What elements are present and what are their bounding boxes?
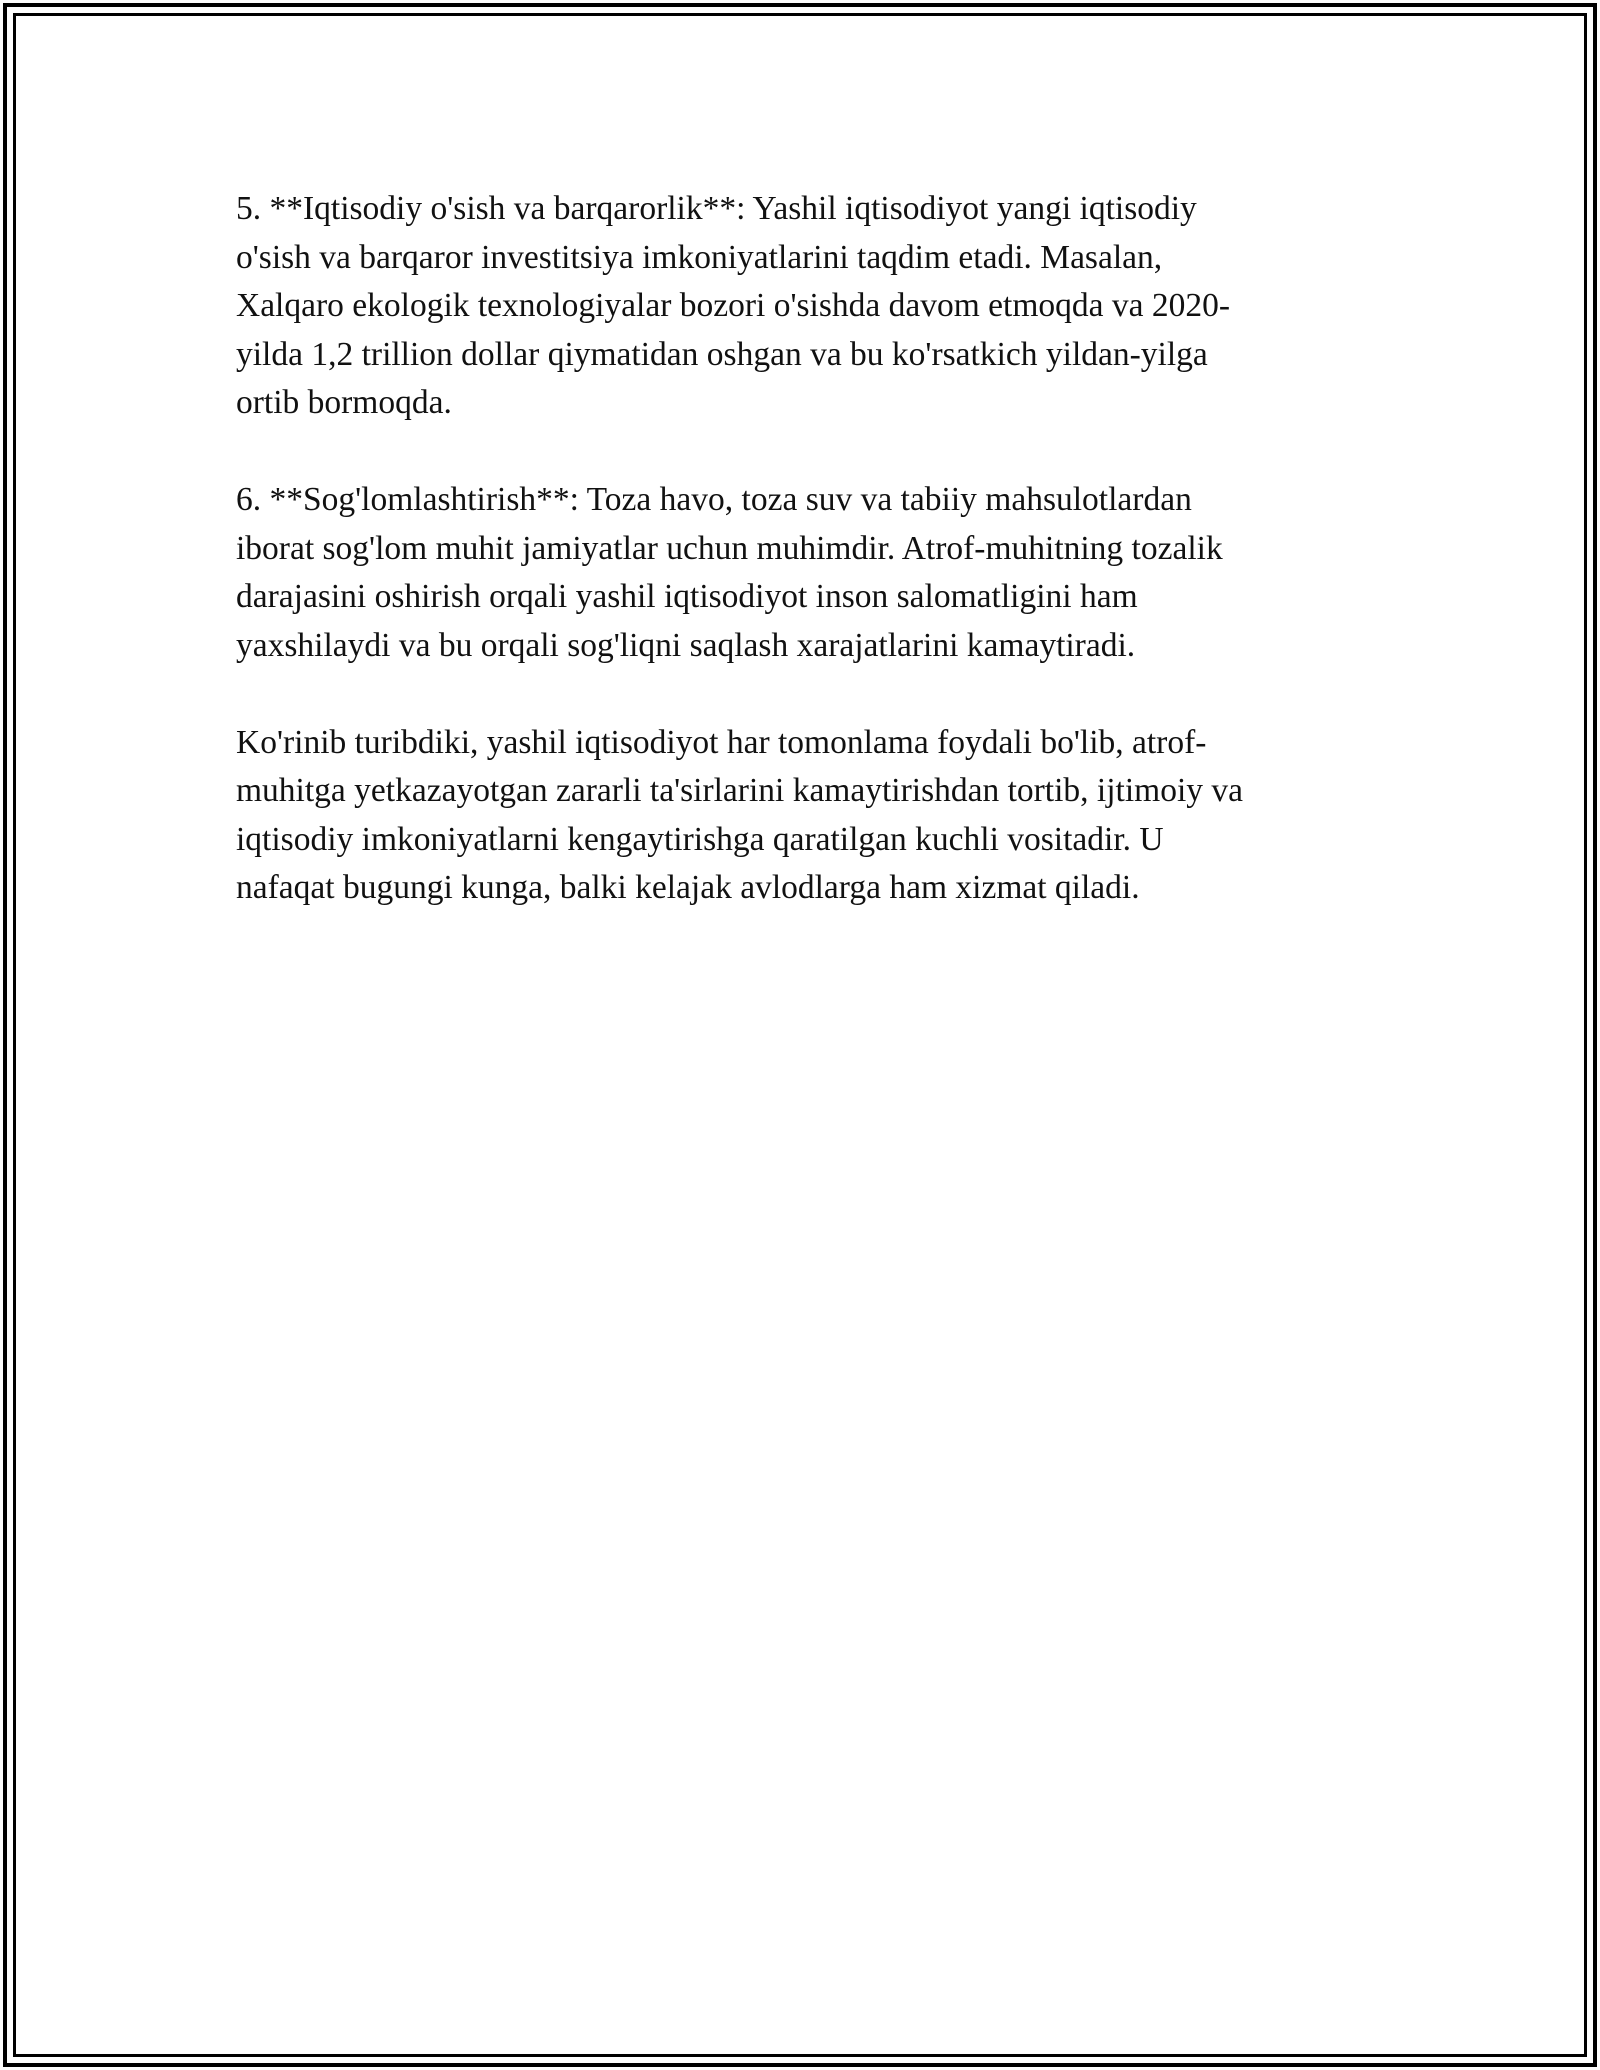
paragraph-health: 6. **Sog'lomlashtirish**: Toza havo, toza suv va tabiiy mahsulotlardan iborat sog'lom muhit jamiyatlar uchun muhimdir. Atrof-muhitning tozalik darajasini oshirish orqali yashil iqtisodiyot inson salomatligini ham yaxshilaydi va bu orqali sog'liqni saqlash xarajatlarini kamaytiradi.: [236, 481, 1223, 664]
document-body: [236, 185, 1356, 961]
paragraph-conclusion: Ko'rinib turibdiki, yashil iqtisodiyot har tomonlama foydali bo'lib, atrof- muhitga yetkazayotgan zararli ta'sirlarini kamaytirishdan tortib, ijtimoiy va iqtisodiy imkoniyatlarni kengaytirishga qaratilgan kuchli vositadir. U nafaqat bugungi kunga, balki kelajak avlodlarga ham xizmat qiladi.: [236, 723, 1244, 906]
paragraph-economic-growth: 5. **Iqtisodiy o'sish va barqarorlik**: Yashil iqtisodiyot yangi iqtisodiy o'sish va barqaror investitsiya imkoniyatlarini taqdim etadi. Masalan, Xalqaro ekologik texnologiyalar bozori o'sishda davom etmoqda va 2020- yilda 1,2 trillion dollar qiymatidan oshgan va bu ko'rsatkich yildan-yilga ortib bormoqda.: [236, 190, 1231, 421]
